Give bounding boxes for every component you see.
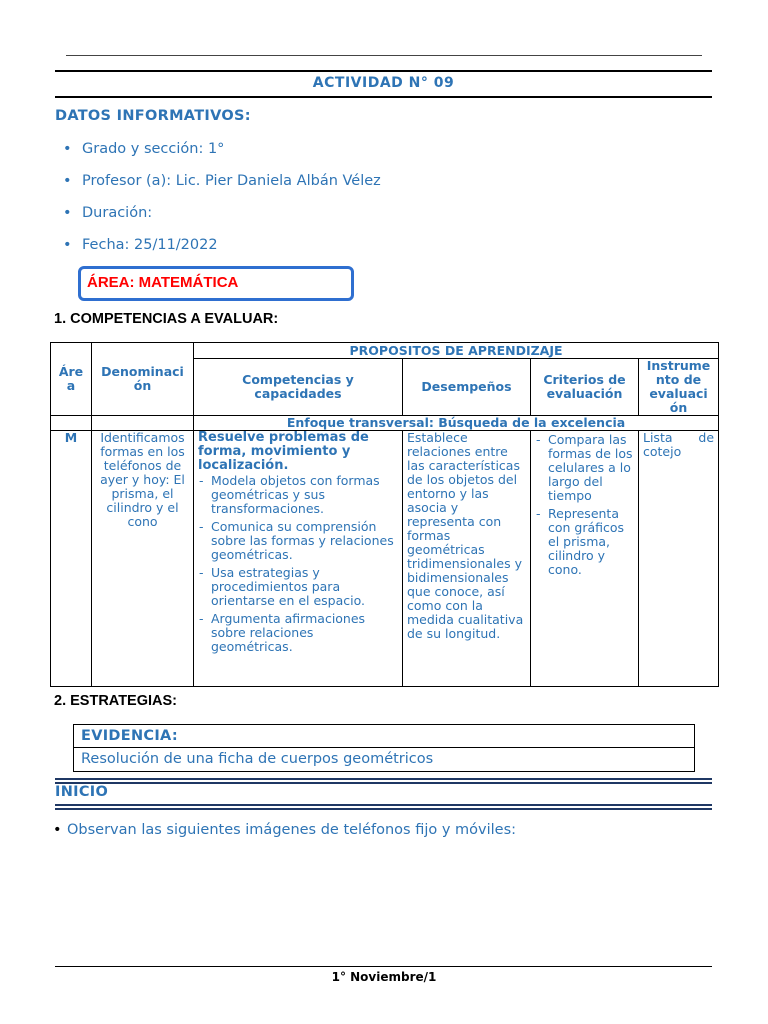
enfoque-transversal: Enfoque transversal: Búsqueda de la excelencia: [194, 416, 719, 431]
cell-denominacion: Identificamos formas en los teléfonos de ayer y hoy: El prisma, el cilindro y el cono: [92, 431, 194, 687]
bullet-icon: •: [63, 237, 72, 253]
list-item: - Comunica su comprensión sobre las formas y relaciones geométricas.: [198, 520, 398, 562]
inicio-heading: INICIO: [55, 784, 109, 800]
list-item: [63, 139, 381, 171]
propositos-header: PROPOSITOS DE APRENDIZAJE: [194, 343, 719, 359]
list-item: - Compara las formas de los celulares a lo largo del tiempo: [535, 433, 634, 503]
col-denominacion-header: Denominaci ón: [92, 343, 194, 416]
list-item: - Modela objetos con formas geométricas y sus transformaciones.: [198, 474, 398, 516]
cell-competencias: [194, 431, 403, 687]
area-label: ÁREA: MATEMÁTICA: [87, 274, 239, 291]
info-fecha: Fecha: 25/11/2022: [82, 237, 218, 253]
bullet-icon: •: [63, 173, 72, 189]
competencias-table: [50, 342, 719, 687]
info-grado: Grado y sección: 1°: [82, 141, 225, 157]
datos-heading: DATOS INFORMATIVOS:: [55, 108, 251, 124]
divider: [55, 778, 712, 784]
footer-page: 1° Noviembre/1: [331, 970, 437, 984]
observan-item: [53, 822, 516, 838]
observan-text: Observan las siguientes imágenes de teléfonos fijo y móviles:: [67, 822, 517, 838]
cell-instrumento: Lista de cotejo: [639, 431, 719, 687]
divider: [55, 804, 712, 810]
bullet-icon: •: [63, 205, 72, 221]
competencia-title: Resuelve problemas de forma, movimiento y localización.: [198, 430, 369, 473]
info-profesor: Profesor (a): Lic. Pier Daniela Albán Vélez: [82, 173, 381, 189]
col-instrumento-header: Instrume nto de evaluaci ón: [639, 359, 719, 416]
bullet-icon: •: [53, 822, 62, 838]
cell-area: M: [51, 431, 92, 687]
section-estrategias-heading: 2. ESTRATEGIAS:: [54, 693, 177, 709]
header-rule: [66, 55, 702, 56]
col-desempenos-header: Desempeños: [403, 359, 531, 416]
list-item: [63, 235, 381, 267]
col-area-header: Áre a: [51, 343, 92, 416]
info-list: [63, 139, 381, 267]
page-title: ACTIVIDAD N° 09: [312, 75, 455, 91]
list-item: [63, 171, 381, 203]
footer-rule: [55, 966, 712, 967]
table-row: [51, 431, 719, 687]
capacidades-list: [198, 474, 398, 654]
evidencia-label: EVIDENCIA:: [74, 725, 694, 748]
col-criterios-header: Criterios de evaluación: [531, 359, 639, 416]
info-duracion: Duración:: [82, 205, 153, 221]
list-item: [63, 203, 381, 235]
list-item: - Representa con gráficos el prisma, cilindro y cono.: [535, 507, 634, 577]
cell-desempeno: Establece relaciones entre las características de los objetos del entorno y las asocia y representa con formas geométricas tridimensionales y bidimensionales que conoce, así como con la medida cualitativa de su longitud.: [403, 431, 531, 687]
list-item: - Usa estrategias y procedimientos para orientarse en el espacio.: [198, 566, 398, 608]
evidencia-text: Resolución de una ficha de cuerpos geométricos: [81, 751, 434, 767]
section-competencias-heading: 1. COMPETENCIAS A EVALUAR:: [54, 311, 279, 327]
bullet-icon: •: [63, 141, 72, 157]
col-competencias-header: Competencias y capacidades: [194, 359, 403, 416]
area-box: [78, 266, 354, 301]
evidencia-box: [73, 724, 695, 772]
criterios-list: [535, 433, 634, 577]
cell-criterios: [531, 431, 639, 687]
list-item: - Argumenta afirmaciones sobre relaciones geométricas.: [198, 612, 398, 654]
title-band: [55, 70, 712, 98]
